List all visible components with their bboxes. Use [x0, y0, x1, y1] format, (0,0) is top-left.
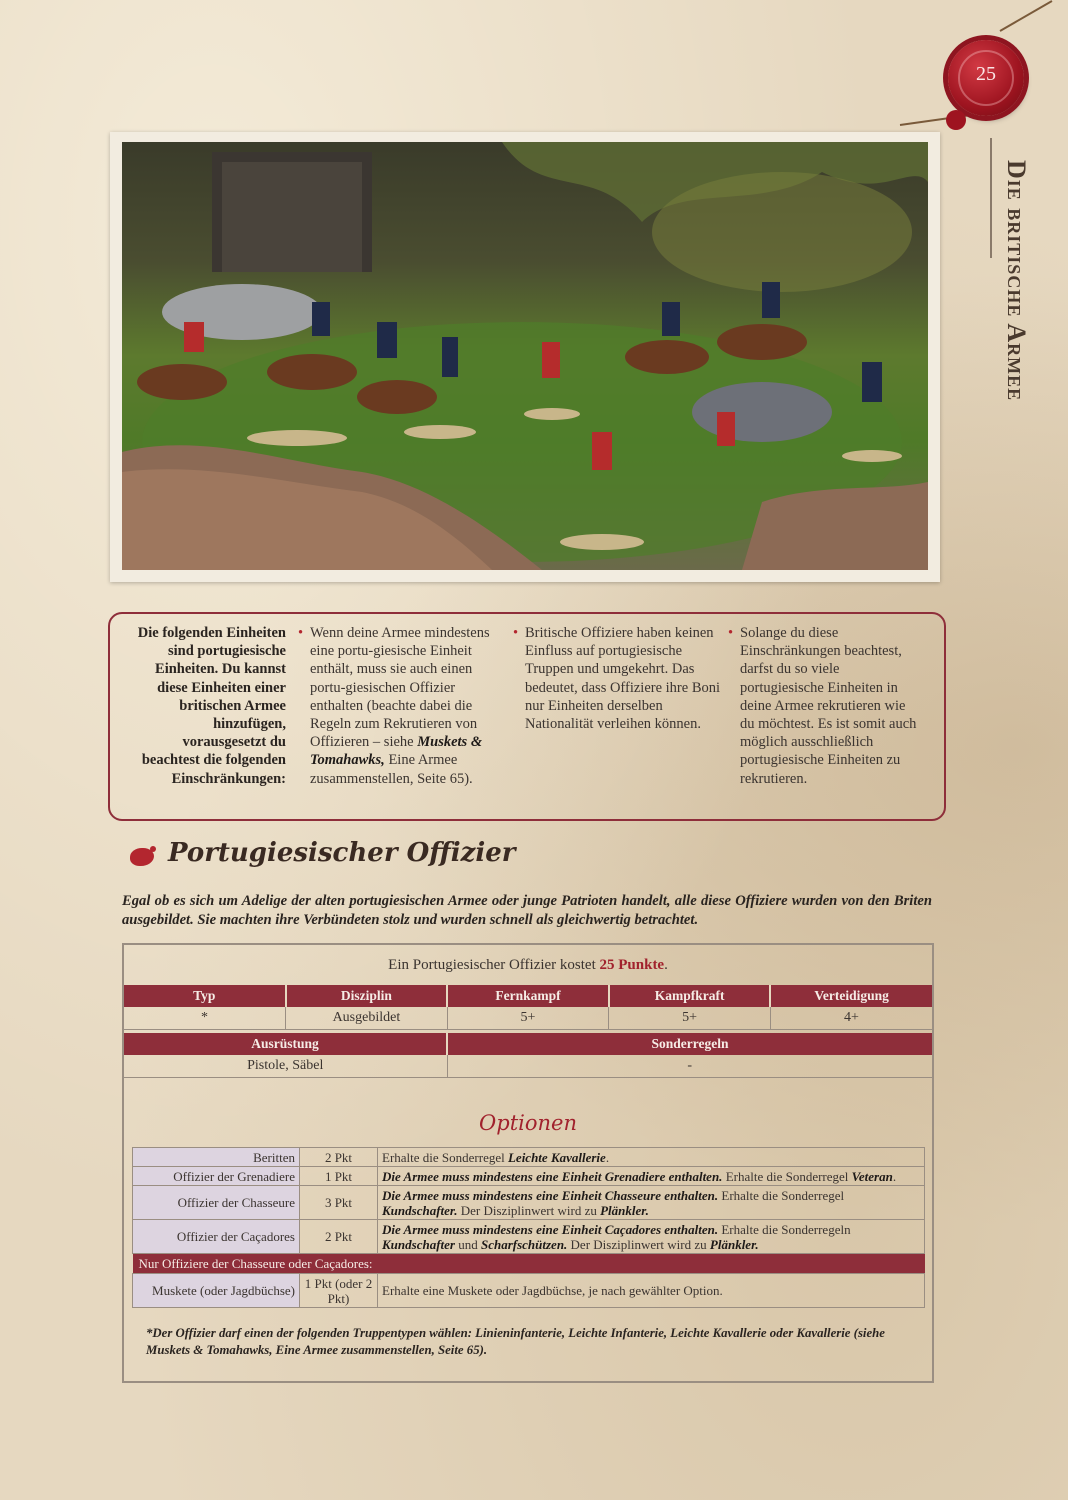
bullet-icon: •: [513, 625, 519, 641]
wax-seal: [948, 40, 1024, 116]
effect-text: Der Disziplinwert wird zu: [457, 1202, 601, 1218]
chapter-rule: [990, 138, 992, 258]
cost-end: .: [664, 957, 668, 973]
section-title: Portugiesischer Offizier: [168, 838, 516, 868]
option-cost: 2 Pkt: [300, 1220, 378, 1254]
bullet-text-tail: Eine Armee zusammenstellen, Seite 65).: [310, 752, 473, 787]
equipment-value-row: [124, 1055, 932, 1078]
bullet-text: Solange du diese Einschränkungen beachtest, darfst du so viele portugiesische Einheiten in deine Armee rekrutieren wie du möchtest. Es ist somit auch möglich ausschließlich portugiesische Einheiten zu rekrutieren.: [740, 625, 917, 787]
unit-profile: [122, 943, 934, 1383]
header-disziplin: Disziplin: [286, 985, 448, 1007]
value-fernkampf: 5+: [447, 1007, 609, 1030]
equipment-header-row: [124, 1033, 932, 1055]
chapter-title: Die britische Armee: [1002, 160, 1031, 402]
option-effect: [378, 1186, 925, 1220]
effect-rule: Scharfschützen.: [480, 1236, 568, 1252]
effect-requirement: Die Armee muss mindestens eine Einheit Grenadiere enthalten.: [382, 1168, 723, 1184]
option-cost: 3 Pkt: [300, 1186, 378, 1220]
bullet-text: Britische Offiziere haben keinen Einfluss auf portugiesische Truppen und umgekehrt. Das bedeutet, dass Offiziere ihre Boni nur Einheiten derselben Nationalität verleihen können.: [525, 625, 721, 733]
option-row: [133, 1148, 925, 1167]
stats-table: [124, 985, 932, 1030]
option-name: Offizier der Caçadores: [133, 1220, 300, 1254]
seal-string: [1000, 0, 1053, 32]
effect-rule: Plänkler.: [600, 1202, 649, 1218]
value-sonderregeln: -: [447, 1055, 932, 1078]
option-cost: 1 Pkt: [300, 1167, 378, 1186]
cost-points: 25 Punkte: [599, 957, 665, 973]
value-disziplin: Ausgebildet: [286, 1007, 448, 1030]
value-ausruestung: Pistole, Säbel: [124, 1055, 447, 1078]
options-title: Optionen: [479, 1111, 577, 1135]
option-effect: [378, 1220, 925, 1254]
cost-text: Ein Portugiesischer Offizier kostet: [388, 957, 600, 973]
effect-text: Erhalte die Sonderregel: [718, 1187, 845, 1203]
photo-frame: [110, 132, 940, 582]
stats-value-row: [124, 1007, 932, 1030]
effect-rule: Kundschafter: [382, 1236, 455, 1252]
equipment-table: [124, 1033, 932, 1078]
header-verteidigung: Verteidigung: [770, 985, 932, 1007]
section-intro: Egal ob es sich um Adelige der alten portugiesischen Armee oder junge Patrioten handelt, alle diese Offiziere wurden von den Briten ausgebildet. Sie machten ihre Verbündeten stolz und wurden schnell als gleichwertig betrachtet.: [122, 893, 932, 928]
rules-bullet-1: [298, 624, 510, 788]
header-sonderregeln: Sonderregeln: [447, 1033, 932, 1055]
unit-cost: [124, 957, 932, 974]
value-kampfkraft: 5+: [609, 1007, 771, 1030]
option-effect: [378, 1148, 925, 1167]
option-row: [133, 1167, 925, 1186]
option-row: [133, 1274, 925, 1308]
bullet-icon: •: [728, 625, 734, 641]
option-name: Offizier der Grenadiere: [133, 1167, 300, 1186]
option-name: Muskete (oder Jagdbüchse): [133, 1274, 300, 1308]
options-table: [132, 1147, 925, 1308]
value-verteidigung: 4+: [770, 1007, 932, 1030]
bullet-icon: •: [298, 625, 304, 641]
header-ausruestung: Ausrüstung: [124, 1033, 447, 1055]
bullet-text: Wenn deine Armee mindestens eine portu-giesische Einheit enthält, muss sie auch einen portu-giesischen Offizier enthalten (beachte dabei die Regeln zum Rekrutieren von Offizieren – siehe: [310, 625, 490, 751]
stats-header-row: [124, 985, 932, 1007]
effect-text: .: [605, 1149, 610, 1165]
seal-drip: [946, 110, 966, 130]
effect-text: und: [454, 1236, 481, 1252]
effect-rule: Leichte Kavallerie: [507, 1149, 606, 1165]
effect-rule: Veteran: [851, 1168, 893, 1184]
option-row: [133, 1220, 925, 1254]
page-number: 25: [976, 63, 996, 85]
header-typ: Typ: [124, 985, 286, 1007]
effect-requirement: Die Armee muss mindestens eine Einheit Caçadores enthalten.: [382, 1221, 719, 1237]
option-row: [133, 1186, 925, 1220]
options-subheader: Nur Offiziere der Chasseure oder Caçadores:: [133, 1254, 925, 1274]
option-cost: 1 Pkt (oder 2 Pkt): [300, 1274, 378, 1308]
effect-text: Erhalte die Sonderregel: [722, 1168, 852, 1184]
ink-splat-icon: [150, 846, 156, 852]
option-cost: 2 Pkt: [300, 1148, 378, 1167]
effect-rule: Kundschafter.: [382, 1202, 458, 1218]
rules-box: [108, 612, 946, 821]
effect-text: .: [892, 1168, 897, 1184]
rules-bullet-3: [728, 624, 920, 788]
effect-text: Erhalte die Sonderregeln: [718, 1221, 851, 1237]
effect-rule: Plänkler.: [709, 1236, 759, 1252]
option-effect: [378, 1167, 925, 1186]
miniatures-photo-illustration: [122, 142, 928, 570]
option-effect: Erhalte eine Muskete oder Jagdbüchse, je nach gewählter Option.: [378, 1274, 925, 1308]
effect-requirement: Die Armee muss mindestens eine Einheit Chasseure enthalten.: [382, 1187, 719, 1203]
effect-text: Der Disziplinwert wird zu: [567, 1236, 710, 1252]
effect-text: Erhalte die Sonderregel: [382, 1149, 508, 1165]
option-name: Beritten: [133, 1148, 300, 1167]
value-typ: *: [124, 1007, 286, 1030]
options-subheader-row: [133, 1254, 925, 1274]
rules-bullet-2: [513, 624, 725, 733]
rules-intro: Die folgenden Einheiten sind portugiesische Einheiten. Du kannst diese Einheiten einer britischen Armee hinzufügen, vorausgesetzt du beachtest die folgenden Einschränkungen:: [137, 625, 286, 787]
miniatures-photo: [122, 142, 928, 570]
header-kampfkraft: Kampfkraft: [609, 985, 771, 1007]
footnote: *Der Offizier darf einen der folgenden Truppentypen wählen: Linieninfanterie, Leichte Infanterie, Leichte Kavallerie oder Kavallerie (siehe Muskets & Tomahawks, Eine Armee zusammenstellen, Seite 65).: [146, 1326, 885, 1357]
header-fernkampf: Fernkampf: [447, 985, 609, 1007]
bullet-emphasis: Muskets & Tomahawks,: [310, 734, 483, 769]
option-name: Offizier der Chasseure: [133, 1186, 300, 1220]
